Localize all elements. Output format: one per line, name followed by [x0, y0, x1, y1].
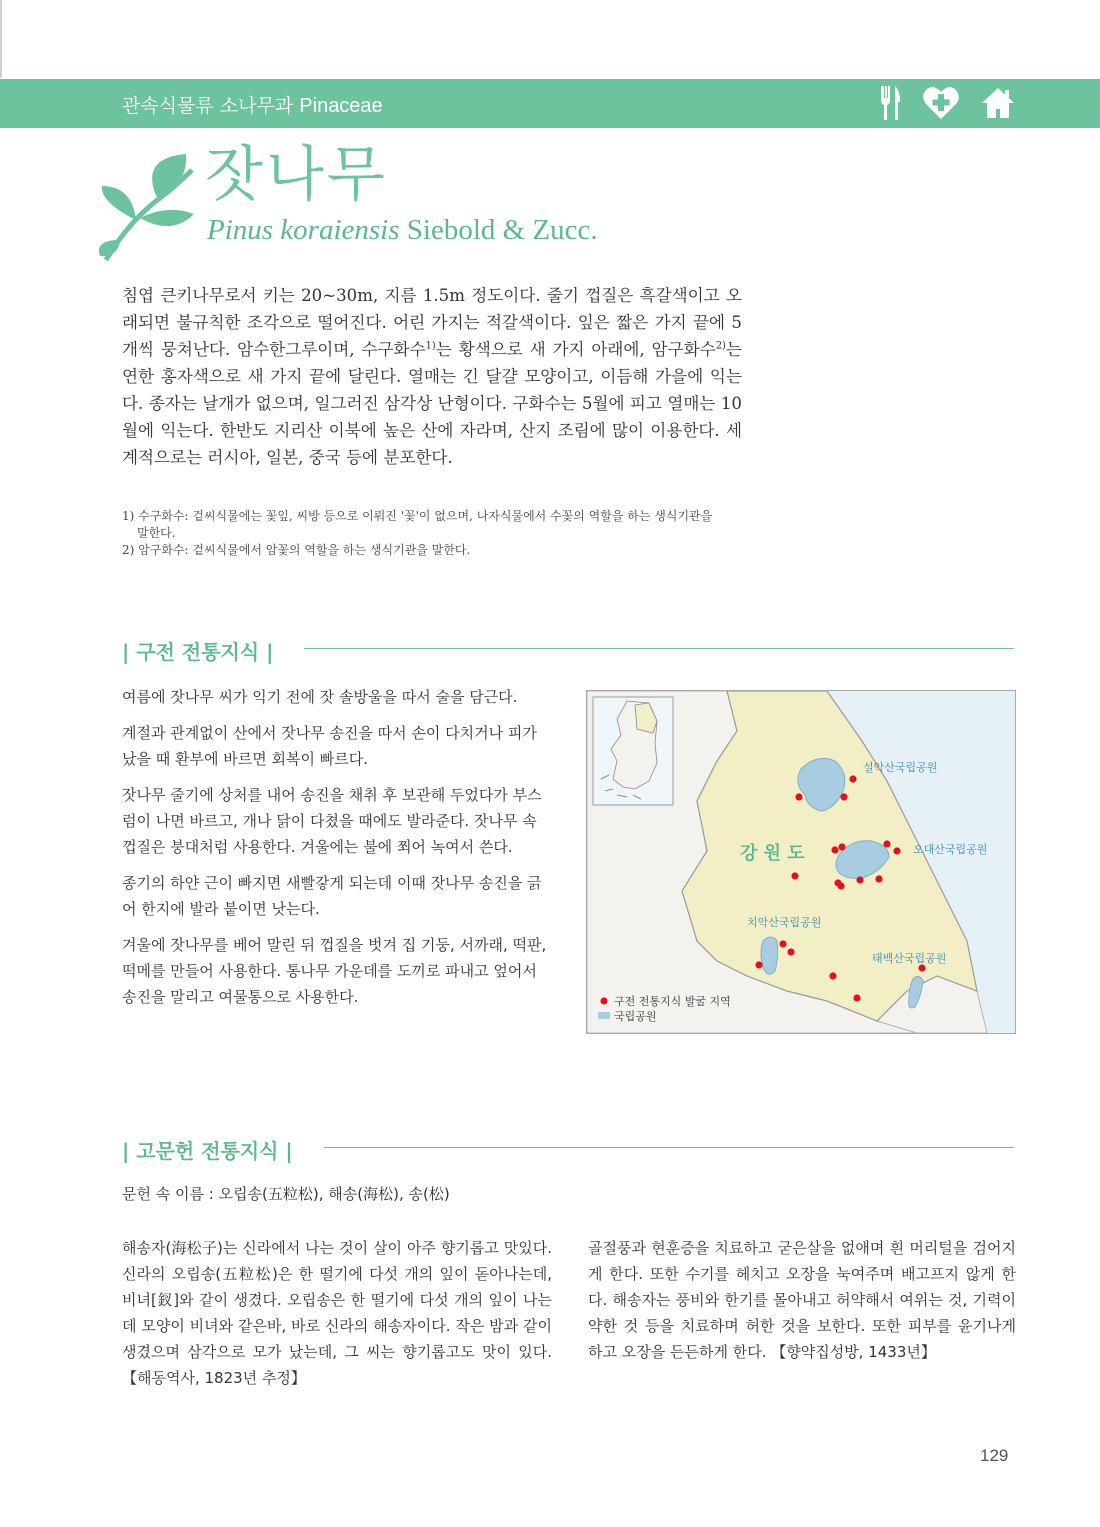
scientific-name: [207, 214, 598, 247]
map-label-seorak: 설악산국립공원: [863, 761, 938, 774]
map-point: [838, 843, 845, 850]
oral-paragraph: 종기의 하얀 근이 빠지면 새빨갛게 되는데 이때 잣나무 송진을 긁어 한지에 발라 붙이면 낫는다.: [122, 874, 542, 918]
legend-point-label: 구전 전통지식 발굴 지역: [614, 995, 731, 1008]
map-point: [883, 840, 890, 847]
map-point: [875, 875, 882, 882]
map-point: [837, 882, 844, 889]
map-point: [853, 994, 860, 1001]
map-region-label: 강 원 도: [740, 843, 805, 864]
footnote-1-cont: 말한다.: [137, 526, 176, 540]
scientific-name-binomial: Pinus koraiensis: [207, 214, 400, 246]
leaf-icon: [98, 152, 198, 268]
header-family-latin: Pinaceae: [299, 95, 383, 117]
map-point: [893, 847, 900, 854]
page-edge: [0, 0, 2, 78]
oral-paragraph: 계절과 관계없이 산에서 잣나무 송진을 따서 손이 다치거나 피가 났을 때 환부에 바르면 회복이 빠르다.: [122, 724, 537, 768]
oral-heading: | 구전 전통지식 |: [122, 640, 274, 664]
literature-names: 문헌 속 이름 : 오립송(五粒松), 해송(海松), 송(松): [122, 1185, 450, 1203]
header-icons: [876, 84, 1016, 122]
footnotes: [122, 508, 742, 559]
oral-paragraph: 여름에 잣나무 씨가 익기 전에 잣 솔방울을 따서 술을 담근다.: [122, 688, 518, 706]
legend-park-icon: [598, 1012, 610, 1019]
description-part: 는 연한 홍자색으로 새 가지 끝에 달린다. 열매는 긴 달걀 모양이고, 이듬해 가을에 익는다. 종자는 날개가 없으며, 일그러진 삼각상 난형이다. 구화수는 5월에 피고 열매는 10월에 익는다. 한반도 지리산 이북에 높은 산에 자라며, 산지 조림에 많이 이용한다. 세계적으로는 러시아, 일본, 중국 등에 분포한다.: [122, 340, 742, 467]
section-divider: [324, 1147, 1014, 1148]
literature-heading: | 고문헌 전통지식 |: [122, 1139, 293, 1163]
house-icon[interactable]: [980, 86, 1016, 120]
map-point: [831, 846, 838, 853]
legend-point-icon: [600, 997, 607, 1004]
oral-paragraph: 겨울에 잣나무를 베어 말린 뒤 껍질을 벗겨 집 기둥, 서까래, 떡판, 떡메를 만들어 사용한다. 통나무 가운데를 도끼로 파내고 엎어서 송진을 말리고 여물통으로 사용한다.: [122, 936, 547, 1006]
species-description: [122, 282, 742, 471]
map-label-chiak: 치악산국립공원: [747, 916, 822, 929]
map-point: [856, 876, 863, 883]
legend-park-label: 국립공원: [614, 1010, 657, 1023]
literature-text-left: 해송자(海松子)는 신라에서 나는 것이 살이 아주 향기롭고 맛있다. 신라의 오립송(五粒松)은 한 떨기에 다섯 개의 잎이 돋아나는데, 비녀[釵]와 같이 생겼다. 오립송은 한 떨기에 다섯 개의 잎이 나는데 모양이 비녀와 같은바, 바로 신라의 해송자이다. 작은 밤과 같이 생겼으며 삼각으로 모가 났는데, 그 씨는 향기롭고도 맛이 있다. 【해동역사, 1823년 추정】: [122, 1239, 552, 1387]
map-point: [795, 793, 802, 800]
park-chiak: [761, 937, 778, 974]
map-point: [779, 940, 786, 947]
map-point: [755, 961, 762, 968]
map-point: [791, 872, 798, 879]
header-category-ko: 관속식물류 소나무과: [122, 95, 294, 117]
map-point: [849, 775, 856, 782]
map-label-taebaek: 태백산국립공원: [872, 952, 947, 965]
footnote-1: 1) 수구화수: 겉씨식물에는 꽃잎, 씨방 등으로 이뤄진 '꽃'이 없으며, 나자식물에서 수꽃의 역할을 하는 생식기관을: [122, 509, 713, 523]
section-divider: [304, 648, 1014, 649]
fork-knife-icon[interactable]: [876, 84, 902, 122]
heart-plus-icon[interactable]: [922, 85, 960, 121]
description-part: 는 황색으로 새 가지 아래에, 암구화수: [435, 340, 716, 359]
map-label-odae: 오대산국립공원: [913, 843, 988, 856]
description-part: 침엽 큰키나무로서 키는 20~30m, 지름 1.5m 정도이다. 줄기 껍질은 흑갈색이고 오래되면 불규칙한 조각으로 떨어진다. 어린 가지는 적갈색이다. 잎은 짧은 가지 끝에 5개씩 뭉쳐난다. 암수한그루이며, 수구화수: [122, 286, 742, 359]
oral-paragraph: 잣나무 줄기에 상처를 내어 송진을 채취 후 보관해 두었다가 부스럼이 나면 바르고, 개나 닭이 다쳤을 때에도 발라준다. 잣나무 속 껍질은 붕대처럼 사용한다. 겨울에는 불에 쬐어 녹여서 쓴다.: [122, 786, 542, 856]
footnote-2: 2) 암구화수: 겉씨식물에서 암꽃의 역할을 하는 생식기관을 말한다.: [122, 543, 471, 557]
map-point: [829, 972, 836, 979]
footnote-ref: 1): [425, 340, 436, 352]
header-category: [122, 91, 383, 118]
page-title: 잣나무: [205, 140, 388, 210]
map-point: [787, 948, 794, 955]
map-point: [918, 964, 925, 971]
map-point: [840, 793, 847, 800]
scientific-name-authority: Siebold & Zucc.: [406, 214, 598, 246]
literature-text-right: 골절풍과 현훈증을 치료하고 굳은살을 없애며 흰 머리털을 검어지게 한다. 또한 수기를 헤치고 오장을 눅여주며 배고프지 않게 한다. 해송자는 풍비와 한기를 몰아내고 허약해서 여위는 것, 기력이 약한 것 등을 치료하며 허한 것을 보한다. 또한 피부를 윤기나게 하고 오장을 든든하게 한다. 【향약집성방, 1433년】: [588, 1239, 1016, 1361]
footnote-ref: 2): [715, 340, 726, 352]
page-number: 129: [980, 1446, 1009, 1465]
distribution-map: [586, 690, 1016, 1034]
oral-knowledge: [122, 684, 552, 1020]
